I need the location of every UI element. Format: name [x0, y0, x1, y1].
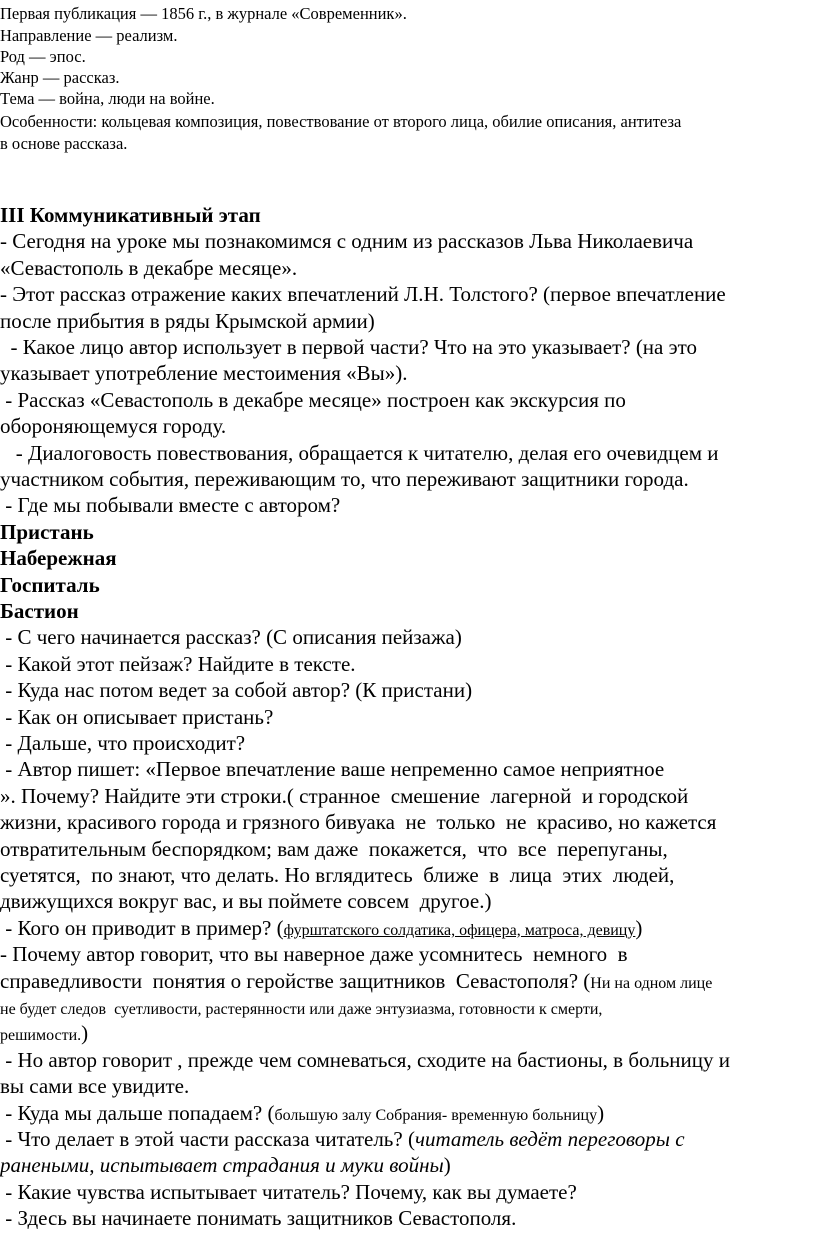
paragraph-line: [0, 387, 626, 413]
paragraph-line: [0, 809, 716, 835]
paragraph-line: [0, 492, 340, 518]
intro-line: Жанр — рассказ.: [0, 68, 120, 87]
intro-line: в основе рассказа.: [0, 134, 128, 153]
text-segment: - Кого он приводит в пример? (: [0, 915, 284, 940]
paragraph-line: [0, 783, 688, 809]
text-segment: - Какое лицо автор использует в первой части? Что на это указывает? (на это: [0, 335, 698, 359]
answer-text: не будет следов суетливости, растерянности или даже энтузиазма, готовности к смерти,: [0, 1001, 603, 1018]
text-segment: справедливости понятия о геройстве защитников Севастополя? (: [0, 968, 591, 993]
text-segment: - Какой этот пейзаж? Найдите в тексте.: [0, 651, 356, 676]
intro-line: Особенности: кольцевая композиция, повествование от второго лица, обилие описания, антитеза: [0, 112, 682, 131]
paragraph-line: [0, 677, 472, 703]
text-segment: - Сегодня на уроке мы познакомимся с одним из рассказов Льва Николаевича: [0, 229, 694, 254]
paragraph-line: [0, 704, 273, 730]
text-segment: ): [443, 1153, 451, 1178]
paragraph-line: [0, 308, 375, 334]
paragraph-line: [0, 888, 491, 914]
intro-line: Тема — война, люди на войне.: [0, 89, 215, 108]
text-segment: указывает употребление местоимения «Вы»).: [0, 361, 408, 386]
paragraph-line: [0, 756, 664, 782]
intro-line: Направление — реализм.: [0, 26, 178, 45]
paragraph-line: [0, 915, 642, 944]
paragraph-line: [0, 545, 117, 571]
text-segment: - Где мы побывали вместе с автором?: [0, 493, 341, 518]
paragraph-line: [0, 836, 668, 862]
paragraph-line: [0, 255, 297, 281]
text-segment: - Какие чувства испытывает читатель? Почему, как вы думаете?: [0, 1179, 577, 1204]
answer-text: большую залу Собрания- временную больницу: [274, 1106, 598, 1124]
paragraph-line: [0, 1205, 516, 1231]
answer-text: решимости.: [0, 1027, 82, 1045]
text-segment: суетятся, по знают, что делать. Но вглядитесь ближе в лица этих людей,: [0, 863, 675, 887]
paragraph-line: [0, 228, 693, 254]
paragraph-line: [0, 334, 697, 360]
paragraph-line: [0, 281, 726, 307]
paragraph-line: [0, 466, 689, 492]
text-segment: - Рассказ «Севастополь в декабре месяце» построен как экскурсия по: [0, 387, 626, 412]
text-segment: - Этот рассказ отражение каких впечатлений Л.Н. Толстого? (первое впечатление: [0, 282, 726, 307]
paragraph-line: [0, 572, 100, 598]
text-segment: - Здесь вы начинаете понимать защитников Севастополя.: [0, 1206, 517, 1231]
text-segment: - С чего начинается рассказ? (С описания пейзажа): [0, 625, 462, 650]
paragraph-line: [0, 994, 602, 1023]
paragraph-line: [0, 360, 408, 386]
text-segment: ): [635, 915, 643, 940]
text-segment: - Дальше, что происходит?: [0, 731, 246, 755]
text-segment: жизни, красивого города и грязного бивуака не только не красиво, но кажется: [0, 810, 717, 835]
paragraph-line: [0, 598, 79, 624]
text-segment: ». Почему? Найдите эти строки.( странное смешение лагерной и городской: [0, 783, 689, 808]
bold-text: III Коммуникативный этап: [0, 203, 261, 227]
paragraph-line: [0, 730, 245, 756]
text-segment: вы сами все увидите.: [0, 1074, 190, 1099]
paragraph-line: [0, 1047, 730, 1073]
paragraph-line: [0, 413, 226, 439]
answer-text: Ни на одном лице: [590, 974, 713, 992]
paragraph-line: [0, 624, 462, 650]
italic-answer: читатель ведёт переговоры с: [414, 1127, 685, 1151]
paragraph-line: [0, 1020, 88, 1049]
paragraph-line: [0, 519, 94, 545]
bold-text: Набережная: [0, 546, 117, 571]
bold-text: Пристань: [0, 519, 94, 544]
italic-answer: ранеными, испытывает страдания и муки войны: [0, 1153, 444, 1178]
text-segment: - Что делает в этой части рассказа читатель? (: [0, 1127, 415, 1151]
text-segment: - Но автор говорит , прежде чем сомневаться, сходите на бастионы, в больницу и: [0, 1047, 731, 1072]
paragraph-line: [0, 1126, 685, 1152]
text-segment: обороняющемуся городу.: [0, 414, 227, 439]
text-segment: ): [597, 1100, 605, 1125]
text-segment: - Как он описывает пристань?: [0, 704, 274, 729]
bold-text: Бастион: [0, 599, 79, 623]
text-segment: - Почему автор говорит, что вы наверное даже усомнитесь немного в: [0, 942, 628, 967]
paragraph-line: [0, 651, 356, 677]
text-segment: - Куда мы дальше попадаем? (: [0, 1100, 275, 1125]
text-segment: после прибытия в ряды Крымской армии): [0, 308, 375, 333]
text-segment: - Диалоговость повествования, обращается к читателю, делая его очевидцем и: [0, 440, 719, 465]
text-segment: ): [81, 1021, 89, 1046]
text-segment: - Куда нас потом ведет за собой автор? (К пристани): [0, 678, 473, 703]
paragraph-line: [0, 968, 712, 997]
paragraph-line: [0, 440, 719, 466]
paragraph-line: [0, 1073, 189, 1099]
paragraph-line: [0, 1152, 451, 1178]
text-segment: - Автор пишет: «Первое впечатление ваше непременно самое неприятное: [0, 757, 665, 782]
text-segment: «Севастополь в декабре месяце».: [0, 255, 298, 280]
paragraph-line: [0, 1100, 604, 1129]
section-heading: [0, 202, 261, 228]
bold-text: Госпиталь: [0, 572, 100, 597]
text-segment: участником события, переживающим то, что переживают защитники города.: [0, 467, 689, 491]
text-segment: движущихся вокруг вас, и вы поймете совсем другое.): [0, 889, 492, 914]
paragraph-line: [0, 941, 628, 967]
paragraph-line: [0, 862, 674, 888]
text-segment: отвратительным беспорядком; вам даже покажется, что все перепуганы,: [0, 836, 668, 861]
intro-line: Род — эпос.: [0, 47, 86, 66]
underlined-answer: фурштатского солдатика, офицера, матроса, девицу: [283, 921, 636, 939]
intro-line: Первая публикация — 1856 г., в журнале «Современник».: [0, 4, 407, 23]
paragraph-line: [0, 1179, 577, 1205]
